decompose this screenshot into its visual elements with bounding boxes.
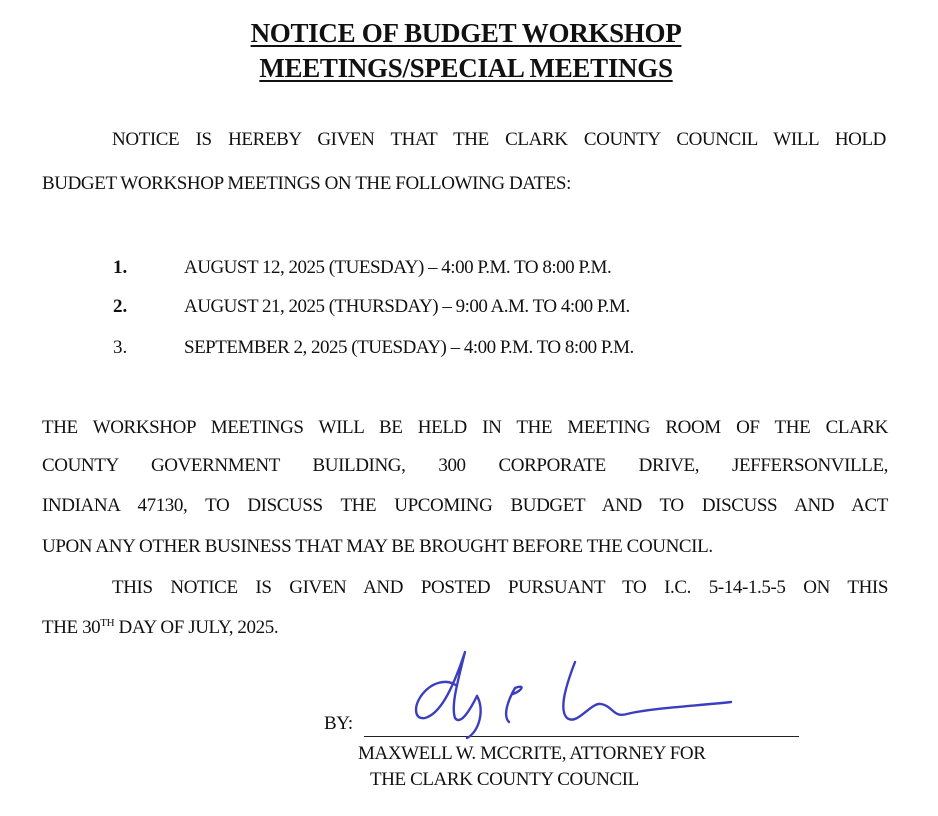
date-ordinal-suffix: TH — [100, 617, 115, 629]
posting-line-1: THIS NOTICE IS GIVEN AND POSTED PURSUANT TO I.C. 5-14-1.5-5 ON THIS — [112, 577, 888, 598]
meeting-number: 2. — [113, 296, 128, 317]
notice-title-line-2: MEETINGS/SPECIAL MEETINGS — [259, 53, 673, 83]
signer-name-title: MAXWELL W. MCCRITE, ATTORNEY FOR — [358, 743, 706, 764]
meeting-date: AUGUST 21, 2025 (THURSDAY) – 9:00 A.M. TO 4:00 P.M. — [184, 296, 630, 317]
handwritten-signature — [395, 644, 775, 740]
meeting-number: 3. — [113, 337, 128, 358]
intro-line-1: NOTICE IS HEREBY GIVEN THAT THE CLARK COUNTY COUNCIL WILL HOLD — [112, 129, 886, 150]
meeting-date: SEPTEMBER 2, 2025 (TUESDAY) – 4:00 P.M. TO 8:00 P.M. — [184, 337, 634, 358]
posting-date-prefix: THE 30 — [42, 617, 101, 638]
intro-line-2: BUDGET WORKSHOP MEETINGS ON THE FOLLOWING DATES: — [42, 173, 571, 194]
by-label: BY: — [324, 713, 353, 734]
location-line-1: THE WORKSHOP MEETINGS WILL BE HELD IN THE MEETING ROOM OF THE CLARK — [42, 417, 888, 438]
meeting-date: AUGUST 12, 2025 (TUESDAY) – 4:00 P.M. TO 8:00 P.M. — [184, 257, 612, 278]
location-line-3: INDIANA 47130, TO DISCUSS THE UPCOMING BUDGET AND TO DISCUSS AND ACT — [42, 495, 888, 516]
posting-line-2 — [42, 616, 278, 640]
notice-title-line-1: NOTICE OF BUDGET WORKSHOP — [250, 18, 682, 48]
signer-organization: THE CLARK COUNTY COUNCIL — [370, 769, 639, 790]
location-line-2: COUNTY GOVERNMENT BUILDING, 300 CORPORATE DRIVE, JEFFERSONVILLE, — [42, 455, 888, 476]
meeting-number: 1. — [113, 257, 128, 278]
posting-date-suffix: DAY OF JULY, 2025. — [114, 617, 279, 638]
location-line-4: UPON ANY OTHER BUSINESS THAT MAY BE BROUGHT BEFORE THE COUNCIL. — [42, 536, 713, 557]
